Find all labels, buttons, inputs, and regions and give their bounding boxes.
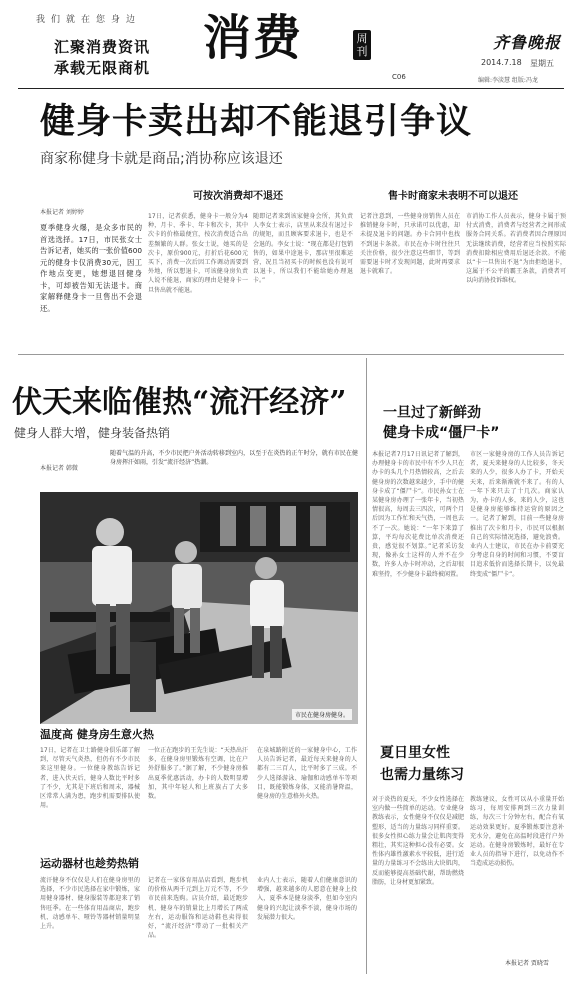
- story1-headline: 健身卡卖出却不能退引争议: [40, 101, 473, 142]
- story2-intro: 随着气温的升高，不少市民把户外活动转移到室内，以至于在炎热的正午时分，就有市民在健身房挥汗如雨，引发“流汗经济”热潮。: [110, 450, 358, 467]
- story2-sub2-col-2: 记者在一家体育用品店看到，跑步机的价格从两千元到上万元不等，不少市民前来选购。店员介绍，最近跑步机、健身车的销量比上月增长了两成左右，运动服饰和运动鞋也卖得很好，“流汗经济”带动了一批相关产品。: [148, 877, 248, 940]
- story1-col-head-right: 售卡时商家未表明不可以退还: [388, 191, 518, 202]
- story4-col-2: 教练建议，女性可以从小重量开始练习，每周安排两到三次力量训练，每次三十分钟左右，配合有氧运动效果更好。夏季锻炼要注意补充水分，避免在高温时段进行户外运动。在健身房锻炼时，最好在专业人员的指导下进行，以免动作不当造成运动损伤。: [470, 796, 564, 868]
- story1-col-2: 随即记者来到该家健身会所，其负责人李女士表示，店里从来没有退过卡的规矩，而且顾客要求退卡，也是不会退的。李女士说：“现在都是打包销售的，如果中途退卡，那店里很难运营，况且当初买卡的时候也没有说可以退卡，所以我们不能给她办理退卡。”: [253, 213, 353, 285]
- story4-headline-1: 夏日里女性: [380, 745, 450, 761]
- story2-sub1-col-1: 17日，记者在卫士路健身俱乐部了解到，尽管天气炎热，但仍有不少市民来这里健身。一位健身教练告诉记者，进入伏天后，健身人数比平时多了不少，尤其是下班后和周末，器械区常常人满为患，跑步机需要排队使用。: [40, 747, 140, 810]
- story2-sub2-col-3: 业内人士表示，随着人们健康意识的增强，越来越多的人愿意在健身上投入，夏季本是健身淡季，但如今室内健身的兴起让淡季不淡，健身市场的发展潜力很大。: [257, 877, 357, 921]
- story2-sub1-col-2: 一位正在跑步的王先生说：“天热出汗多，在健身房里锻炼有空调，比在户外舒服多了。”据了解，不少健身房推出夏季优惠活动，办卡的人数明显增加，其中年轻人和上班族占了大多数。: [148, 747, 248, 801]
- header-tagline-1: 汇聚消费资讯: [54, 38, 151, 56]
- header-tagline-2: 承载无限商机: [54, 59, 151, 77]
- story3-headline-1: 一旦过了新鲜劲: [383, 405, 481, 421]
- right-column-divider: [366, 358, 367, 974]
- story2-reporter: 本报记者 韩微: [40, 465, 78, 472]
- photo-caption: 市民在健身房健身。: [292, 709, 352, 720]
- story2-sub1: 温度高 健身房生意火热: [40, 728, 154, 741]
- story1-subhead: 商家称健身卡就是商品;消协称应该退还: [40, 151, 283, 167]
- paper-name: 齐鲁晚报: [493, 33, 562, 52]
- issue-date: 2014.7.18: [481, 58, 522, 67]
- story4-reporter: 本报记者 贾晓雪: [505, 960, 549, 967]
- gym-photo: [40, 492, 358, 724]
- section-title: 消费: [203, 10, 304, 66]
- header-divider: [18, 88, 564, 89]
- story2-headline: 伏天来临催热“流汗经济”: [12, 385, 347, 420]
- story4-col-1: 对于炎热的夏天，不少女性选择在室内做一些简单的运动。专业健身教练表示，女性健身不仅仅是减肥塑形，适当的力量练习同样重要。很多女性担心练力量会让肌肉变得粗壮，其实这种担心没有必要。女性体内雄性激素水平较低，进行适量的力量练习不会练出大块肌肉，反而能够提高基础代谢，帮助燃烧脂肪，让身材更加紧致。: [372, 796, 464, 886]
- story1-divider: [18, 354, 564, 355]
- story2-subhead: 健身人群大增，健身装备热销: [14, 426, 171, 440]
- story1-lead: 夏季健身火爆，是众多市民的首选选择。17日，市民张女士告诉记者，她买的一张价值600元的健身卡仅消费30元，因工作地点变更，她想退回健身卡，可却被告知无法退卡。商家解释健身卡一旦售出不会退还。: [40, 223, 142, 313]
- story1-col-1: 17日，记者获悉，健身卡一般分为4种，月卡、季卡、年卡和次卡，其中次卡的价格最便宜，按次消费适合出差频繁的人群。张女士说，她买的是次卡，原价900元，打折后花600元买下，消费一次后因工作调动需要到外地，所以想退卡，可该健身房负责人说不能退，商家的理由是健身卡一旦售出就不能退。: [148, 213, 248, 294]
- weekly-badge: 周刊: [353, 30, 371, 60]
- issue-weekday: 星期五: [530, 59, 554, 68]
- story2-sub1-col-3: 在泉城路附近的一家健身中心，工作人员告诉记者，最近每天来健身的人都有二三百人，比平时多了三成。不少人选择游泳、瑜伽和动感单车等项目，既能锻炼身体，又能消暑降温，健身房的生意格外火热。: [257, 747, 357, 801]
- story3-headline-2: 健身卡成“僵尸卡”: [383, 425, 500, 441]
- page-number: C06: [392, 73, 406, 81]
- story1-reporter: 本报记者 刘婷婷: [40, 209, 84, 216]
- story1-col-head-left: 可按次消费却不退还: [193, 191, 283, 202]
- story4-headline-2: 也需力量练习: [380, 767, 464, 783]
- story1-col-3: 记者注意到，一些健身房销售人员在推销健身卡时，只承诺可以优惠，却未提及退卡的问题。办卡合同中也找不到退卡条款。市民在办卡时往往只关注价格，很少注意这些细节，等到需要退卡时才发现问题，此时再要求退卡就难了。: [360, 213, 460, 276]
- story1-col-4: 市消协工作人员表示，健身卡属于预付式消费，消费者与经营者之间形成服务合同关系。若消费者因合理原因无法继续消费，经营者应当按照实际消费扣除相应费用后退还余款。不能以“卡一旦售出不退”为由拒绝退卡，这属于不公平的霸王条款，消费者可以向消协投诉维权。: [466, 213, 566, 285]
- gym-photo-illustration: [40, 492, 358, 724]
- header-slogan: 我们就在您身边: [36, 15, 142, 25]
- story3-col-2: 市区一家健身房的工作人员告诉记者，夏天来健身的人比较多，冬天来的人少，很多人办了卡，开始天天来，后来渐渐就不来了。有的人一年下来只去了十几次。商家认为，办卡的人多，来的人少，这也是健身房能够维持运营的原因之一。记者了解到，目前一些健身房推出了次卡和月卡，市民可以根据自己的实际情况选择，避免浪费。业内人士建议，市民在办卡前要充分考虑自身的时间和习惯，不要盲目追求低价而选择长期卡，以免最终变成“僵尸卡”。: [470, 451, 564, 578]
- editors-line: 编辑:李淡慧 组版:冯龙: [478, 77, 538, 84]
- story3-col-1: 本报记者7月17日讯记者了解到，办理健身卡的市民中有不少人只在办卡的头几个月热情较高，之后去健身房的次数越来越少，手中的健身卡成了“僵尸卡”。市民孙女士在某健身房办理了一张年卡，当初热情很高，每周去三四次，可两个月后因为工作忙和天气热，一周也去不了一次。她说：“一年下来算了算，平均每次花费比单次消费还贵，感觉很不划算。”记者采访发现，像孙女士这样的人并不在少数，许多人办卡时冲动，之后却很难坚持，不少健身卡最终被闲置。: [372, 451, 464, 578]
- story2-sub2: 运动器材也趁势热销: [40, 857, 139, 870]
- story2-sub2-col-1: 流汗健身不仅仅是人们在健身房里的选择，不少市民选择在家中锻炼，家用健身器材、健身服装等都迎来了销售旺季。在一些体育用品商店，跑步机、动感单车、哑铃等器材销量明显上升。: [40, 877, 140, 931]
